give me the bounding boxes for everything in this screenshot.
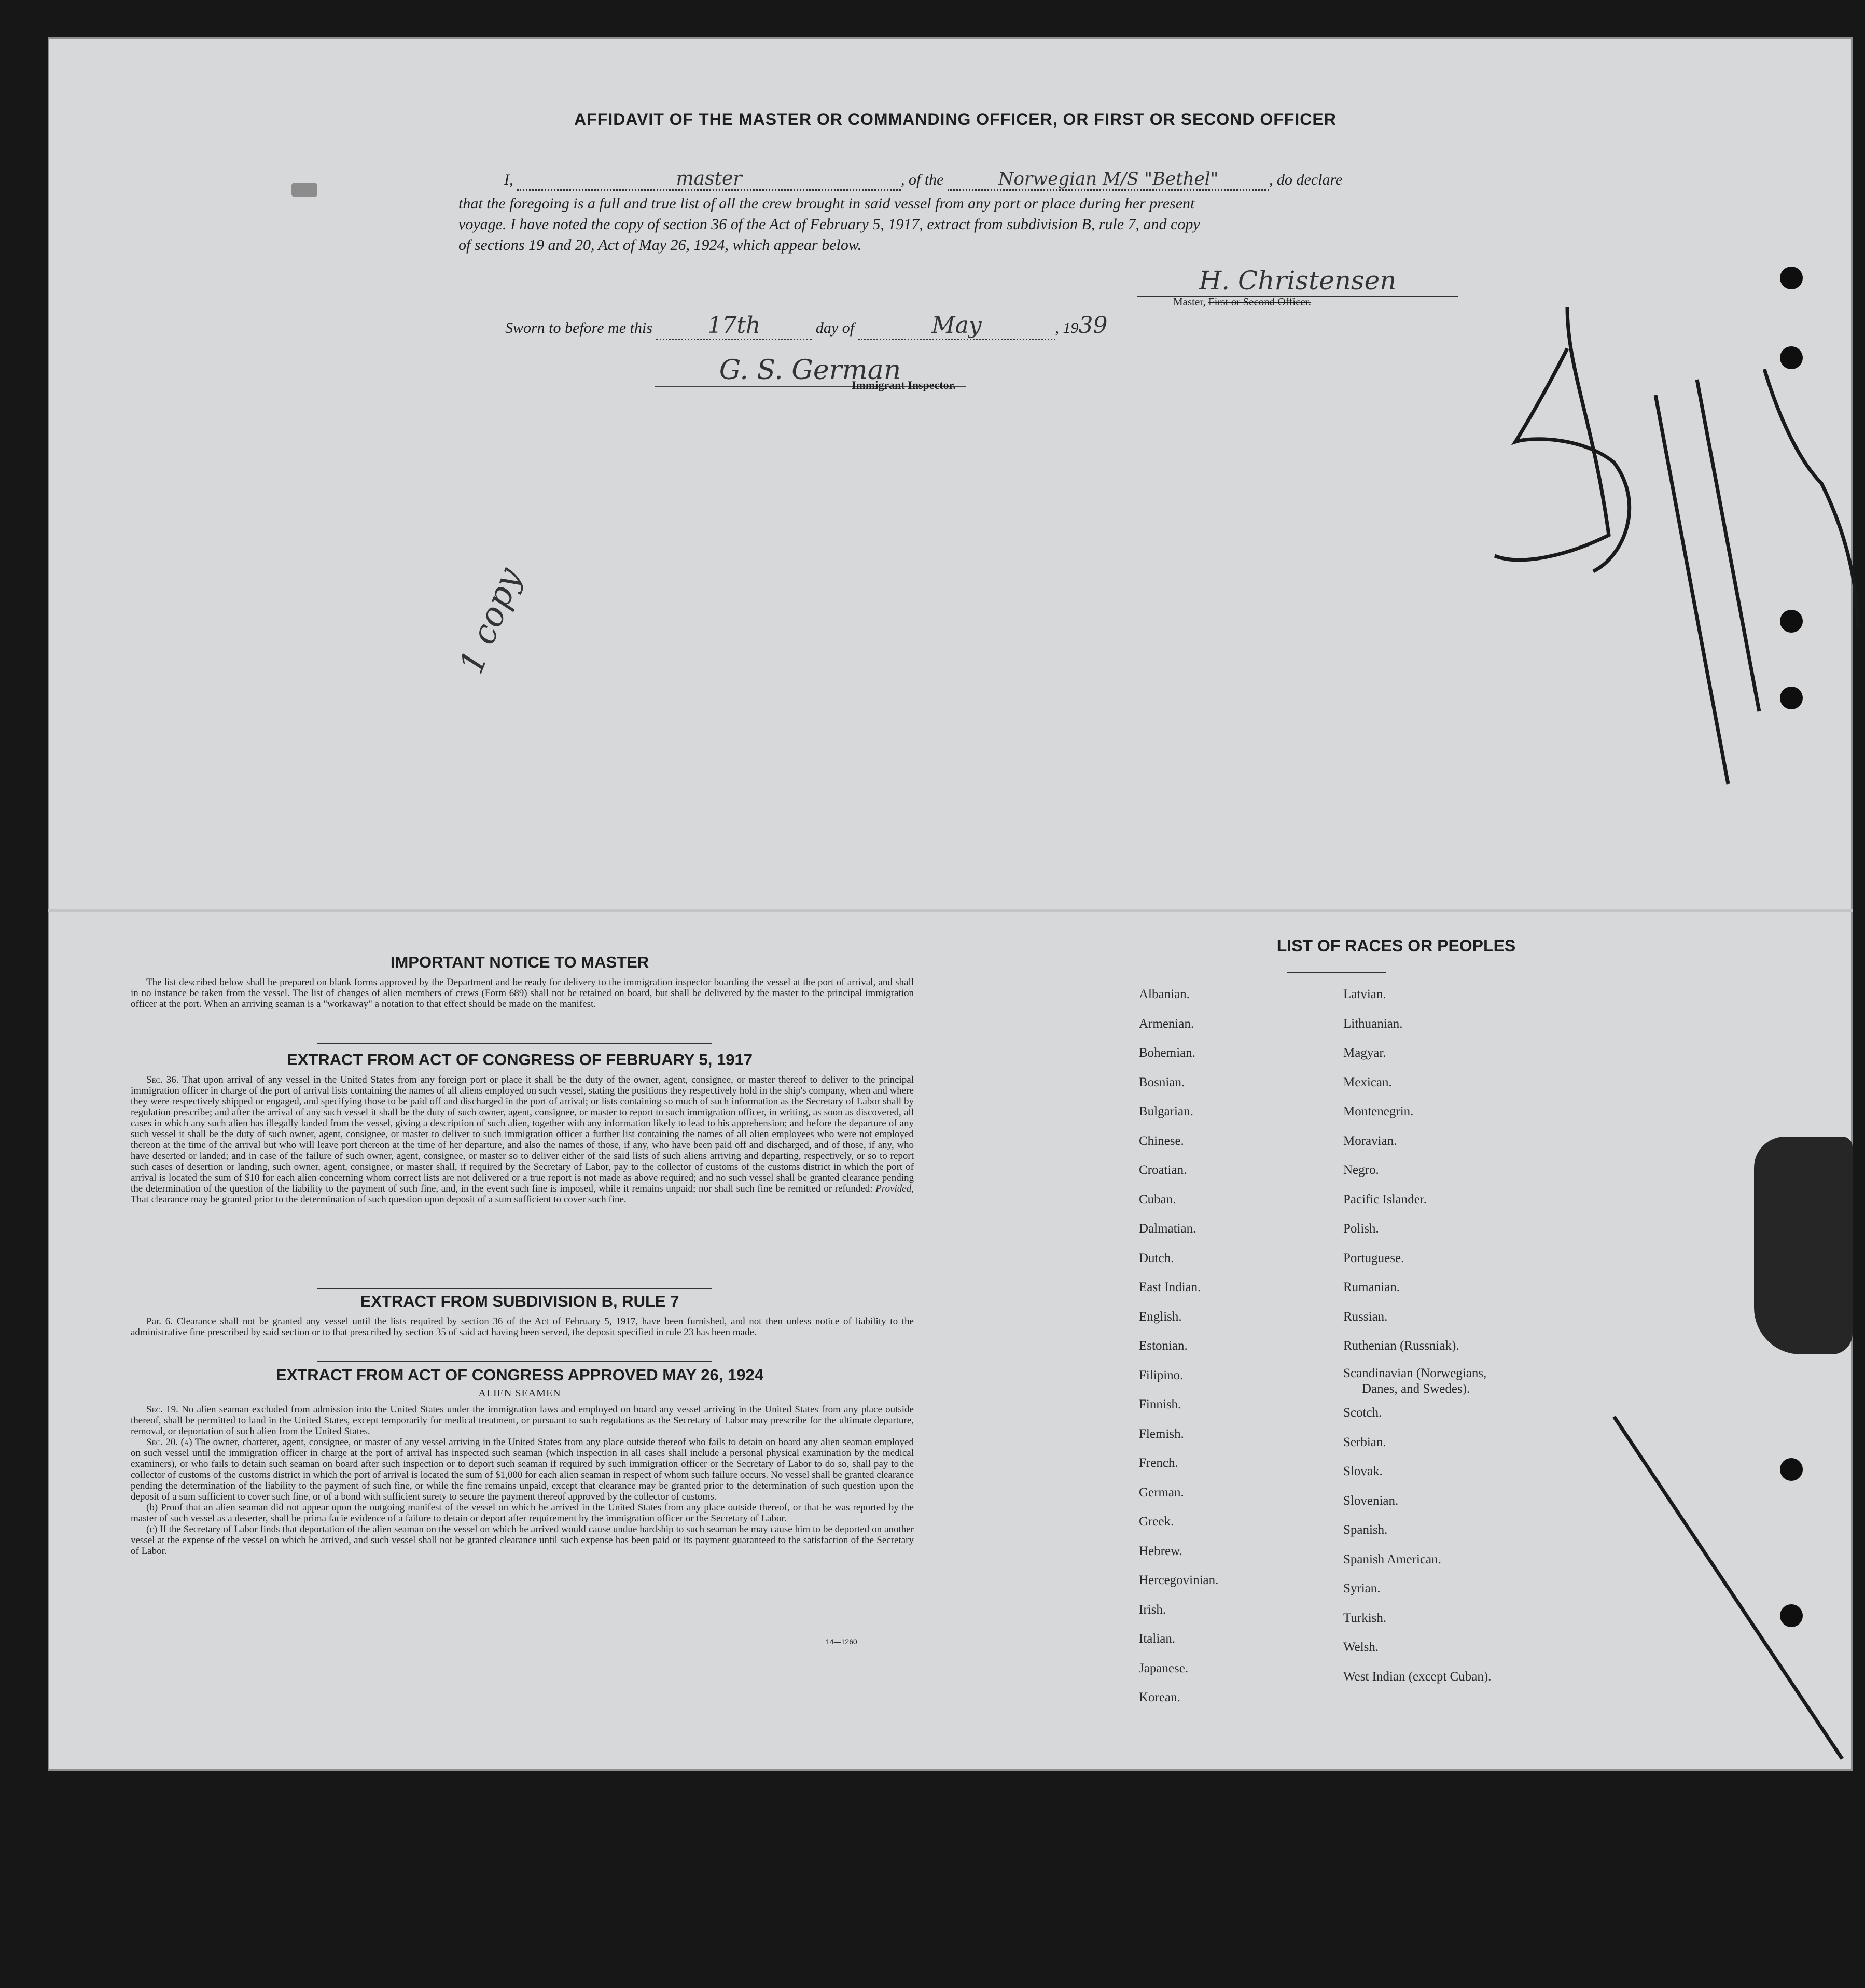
race-item: Slovenian. [1343, 1493, 1399, 1508]
inspector-caption: Immigrant Inspector. [852, 379, 956, 391]
race-item: Bulgarian. [1139, 1104, 1193, 1118]
race-item: Turkish. [1343, 1611, 1387, 1625]
race-item: Magyar. [1343, 1046, 1386, 1060]
divider [317, 1288, 712, 1289]
year-field: 39 [1078, 312, 1108, 339]
race-item: Welsh. [1343, 1640, 1379, 1654]
affidavit-title: AFFIDAVIT OF THE MASTER OR COMMANDING OFFICER, OR FIRST OR SECOND OFFICER [574, 110, 1337, 129]
signature-caption [1173, 296, 1311, 309]
race-item: Scandinavian (Norwegians, [1343, 1366, 1487, 1380]
race-item: Negro. [1343, 1163, 1379, 1177]
race-item: Dalmatian. [1139, 1222, 1196, 1236]
race-item: Flemish. [1139, 1426, 1184, 1441]
race-item: Pacific Islander. [1343, 1192, 1427, 1207]
form-page [48, 37, 1853, 1771]
race-item: Portuguese. [1343, 1251, 1404, 1265]
races-divider [1287, 972, 1386, 973]
race-item: Syrian. [1343, 1581, 1381, 1595]
notice-text: The list described below shall be prepared on blank forms approved by the Department and be ready for delivery to the immigration inspector boarding the vessel at the port of arrival, and shall in no instance be taken from the vessel. The list of changes of alien members of crews (Form 689) shall not be retained on board, but shall be delivered by the master to the principal immigration officer at the port. When an arriving seaman is a "workaway" a notation to that effect should be made on the manifest. [131, 977, 914, 1010]
race-item: Estonian. [1139, 1339, 1188, 1353]
sec20c-paragraph: (c) If the Secretary of Labor finds that deportation of the alien seaman on the vessel on which he arrived would cause undue hardship to such seaman he may cause him to be deported on another vessel at the expense of the vessel on which he arrived, and such vessel shall not be granted clearance until such expense has been paid or its payment guaranteed to the satisfaction of the Secretary of Labor. [131, 1524, 914, 1557]
form-number: 14—1260 [826, 1637, 857, 1646]
inspector-signature: G. S. German [655, 355, 966, 387]
race-item: Danes, and Swedes). [1362, 1381, 1470, 1396]
sworn-line [505, 312, 1108, 340]
extract-1917-title: EXTRACT FROM ACT OF CONGRESS OF FEBRUARY 5, 1917 [287, 1051, 753, 1069]
filing-stamp-mark [291, 183, 317, 197]
cancel-slash-mark [1604, 1406, 1853, 1769]
race-item: Spanish. [1343, 1523, 1388, 1537]
race-item: Spanish American. [1343, 1552, 1441, 1566]
day-of-label: day of [815, 319, 855, 337]
race-item: Finnish. [1139, 1397, 1181, 1411]
extract-1917-text [131, 1074, 914, 1205]
divider [317, 1043, 712, 1044]
paper-damage [1754, 1137, 1853, 1354]
race-item: Bohemian. [1139, 1046, 1196, 1060]
race-item: German. [1139, 1485, 1184, 1500]
master-signature: H. Christensen [1137, 265, 1458, 297]
affidavit-word-i: I, [504, 171, 513, 188]
affidavit-line-4: of sections 19 and 20, Act of May 26, 1924, which appear below. [458, 236, 862, 254]
race-item: Hercegovinian. [1139, 1573, 1219, 1587]
page-number-text [1526, 48, 1528, 49]
sec19-paragraph [131, 1404, 914, 1437]
race-item: Greek. [1139, 1515, 1174, 1529]
sec19-body: No alien seaman excluded from admission into the United States under the immigration laws and employed on board any vessel arriving in the United States from any place outside thereof, shall be permitted to land in the United States, except temporarily for medical treatment, or pursuant to such regulations as the Secretary of Labor may prescribe for the ultimate departure, removal, or deportation of such alien from the United States. [131, 1404, 914, 1437]
fold-crease [48, 909, 1853, 912]
of-the-label: , of the [901, 171, 944, 188]
race-item: Croatian. [1139, 1163, 1187, 1177]
race-item: French. [1139, 1456, 1178, 1470]
provided-label: Provided, [875, 1183, 914, 1194]
race-item: Lithuanian. [1343, 1016, 1403, 1031]
extract-rule7-title: EXTRACT FROM SUBDIVISION B, RULE 7 [360, 1292, 679, 1310]
race-item: East Indian. [1139, 1280, 1201, 1294]
race-item: English. [1139, 1309, 1182, 1324]
race-item: Japanese. [1139, 1661, 1189, 1675]
sec20-label: Sec. 20. (a) [146, 1437, 192, 1448]
caption-struck-officer: First or Second Officer. [1208, 296, 1311, 308]
race-item: Montenegrin. [1343, 1104, 1414, 1118]
sec36-body: That upon arrival of any vessel in the United States from any foreign port or place it shall be the duty of the owner, agent, consignee, or master thereof to deliver to the principal immigration officer in charge of the port of arrival lists containing the names of all aliens employed on such vessel, stating the positions they respectively hold in the ship's company, when and where they were respectively shipped or engaged, and specifying those to be paid off and discharged in the port of arrival; or lists containing so much of such information as the Secretary of Labor shall by regulation prescribe; and after the arrival of any such vessel it shall be the duty of such owner, agent, consignee, or master to report to such immigration officer, in writing, as soon as discovered, all cases in which any such alien has illegally landed from the vessel, giving a description of such alien, together with any information likely to lead to his apprehension; and before the departure of any such vessel it shall be the duty of such owner, agent, consignee, or master to deliver to such immigration officer a further list containing the names of all alien employees who were not employed thereon at the time of the arrival but who will leave port thereon at the time of her departure, and also the names of those, if any, who have been paid off and discharged, and of those, if any, who have deserted or landed; and in case of the failure of such owner, agent, consignee, or master so to deliver either of the said lists of such aliens arriving and departing, respectively, or so to report such cases of desertion or landing, such owner, agent, consignee, or master shall, if required by the Secretary of Labor, pay to the collector of customs of the customs district in which the port of arrival is located the sum of $10 for each alien concerning whom correct lists are not delivered or a true report is not made as above required; and no such vessel shall be granted clearance pending the determination of the question of the liability to the payment of such fine, and, in the event such fine is imposed, while it remains unpaid; nor shall such fine be remitted or refunded: [131, 1074, 914, 1194]
page-number-annotation [1438, 265, 1863, 815]
race-item: Albanian. [1139, 987, 1190, 1001]
race-item: Irish. [1139, 1602, 1166, 1617]
race-item: West Indian (except Cuban). [1343, 1669, 1492, 1684]
sworn-month-field: May [858, 312, 1055, 340]
affidavit-line-2: that the foregoing is a full and true list of all the crew brought in said vessel from any port or place during her present [458, 195, 1195, 212]
race-item: Armenian. [1139, 1016, 1194, 1031]
extract-1924-title: EXTRACT FROM ACT OF CONGRESS APPROVED MAY 26, 1924 [276, 1366, 763, 1384]
sec20a-paragraph [131, 1437, 914, 1502]
affidavit-line-3: voyage. I have noted the copy of section 36 of the Act of February 5, 1917, extract from subdivision B, rule 7, and copy [458, 216, 1200, 233]
race-item: Slovak. [1343, 1464, 1383, 1478]
sec19-label: Sec. 19. [146, 1404, 178, 1415]
divider [317, 1361, 712, 1362]
race-item: Latvian. [1343, 987, 1386, 1001]
sec20a-body: The owner, charterer, agent, consignee, or master of any vessel arriving in the United States from any place outside thereof who fails to detain on board any alien seaman employed on such vessel until the immigration officer in charge at the port of arrival has inspected such seaman (which inspection in all cases shall include a personal physical examination by the medical examiners), or who fails to detain such seaman on board after such inspection or to deport such seaman if required by such immigration officer or the Secretary of Labor to do so, shall pay to the collector of customs of the customs district in which the port of arrival is located the sum of $1,000 for each alien seaman in respect of whom such failure occurs. No vessel shall be granted clearance pending the determination of the liability to the payment of such fine, or while the fine remains unpaid, except that clearance may be granted prior to the determination of such question upon the deposit of a sum sufficient to cover such fine, or of a bond with sufficient surety to secure the payment thereof approved by the collector of customs. [131, 1437, 914, 1502]
race-item: Moravian. [1343, 1133, 1397, 1148]
notice-title: IMPORTANT NOTICE TO MASTER [390, 953, 649, 971]
sworn-day-field: 17th [656, 312, 812, 340]
race-item: Italian. [1139, 1632, 1176, 1646]
sec20b-paragraph: (b) Proof that an alien seaman did not appear upon the outgoing manifest of the vessel on which he arrived in the United States from any place outside thereof, or that he was reported by the master of such vessel as a deserter, shall be prima facie evidence of a failure to detain or deport after requirement by the immigration officer or the Secretary of Labor. [131, 1502, 914, 1524]
race-item: Ruthenian (Russniak). [1343, 1339, 1459, 1353]
races-title: LIST OF RACES OR PEOPLES [1276, 936, 1516, 955]
race-item: Russian. [1343, 1309, 1388, 1324]
affidavit-line-1 [504, 168, 1490, 191]
race-item: Dutch. [1139, 1251, 1174, 1265]
race-item: Rumanian. [1343, 1280, 1400, 1294]
extract-1924-text [131, 1404, 914, 1557]
race-item: Mexican. [1343, 1075, 1392, 1089]
race-item: Polish. [1343, 1222, 1379, 1236]
master-title-field: master [517, 168, 901, 191]
sworn-prefix: Sworn to before me this [505, 319, 652, 337]
race-item: Korean. [1139, 1690, 1180, 1704]
race-item: Hebrew. [1139, 1544, 1182, 1558]
race-item: Scotch. [1343, 1406, 1382, 1420]
vessel-name-field: Norwegian M/S "Bethel" [948, 169, 1269, 191]
race-item: Chinese. [1139, 1133, 1184, 1148]
do-declare-label: , do declare [1269, 171, 1343, 188]
race-item: Filipino. [1139, 1368, 1184, 1382]
extract-rule7-text: Par. 6. Clearance shall not be granted any vessel until the lists required by section 36 of the Act of February 5, 1917, have been furnished, and not then unless notice of liability to the administrative fine prescribed by said section or to that prescribed by section 35 of said act having been served, the deposit specified in rule 23 has been made. [131, 1316, 914, 1338]
sec36-label: Sec. 36. [146, 1074, 179, 1085]
caption-master: Master, [1173, 296, 1206, 308]
year-prefix: , 19 [1055, 319, 1079, 337]
race-item: Bosnian. [1139, 1075, 1185, 1089]
copy-note: 1 copy [452, 562, 530, 679]
race-item: Cuban. [1139, 1192, 1176, 1207]
race-item: Serbian. [1343, 1435, 1386, 1449]
alien-seamen-subtitle: ALIEN SEAMEN [478, 1388, 561, 1399]
provided-body: That clearance may be granted prior to the determination of such question upon deposit of a sum sufficient to cover such fine. [131, 1194, 627, 1205]
